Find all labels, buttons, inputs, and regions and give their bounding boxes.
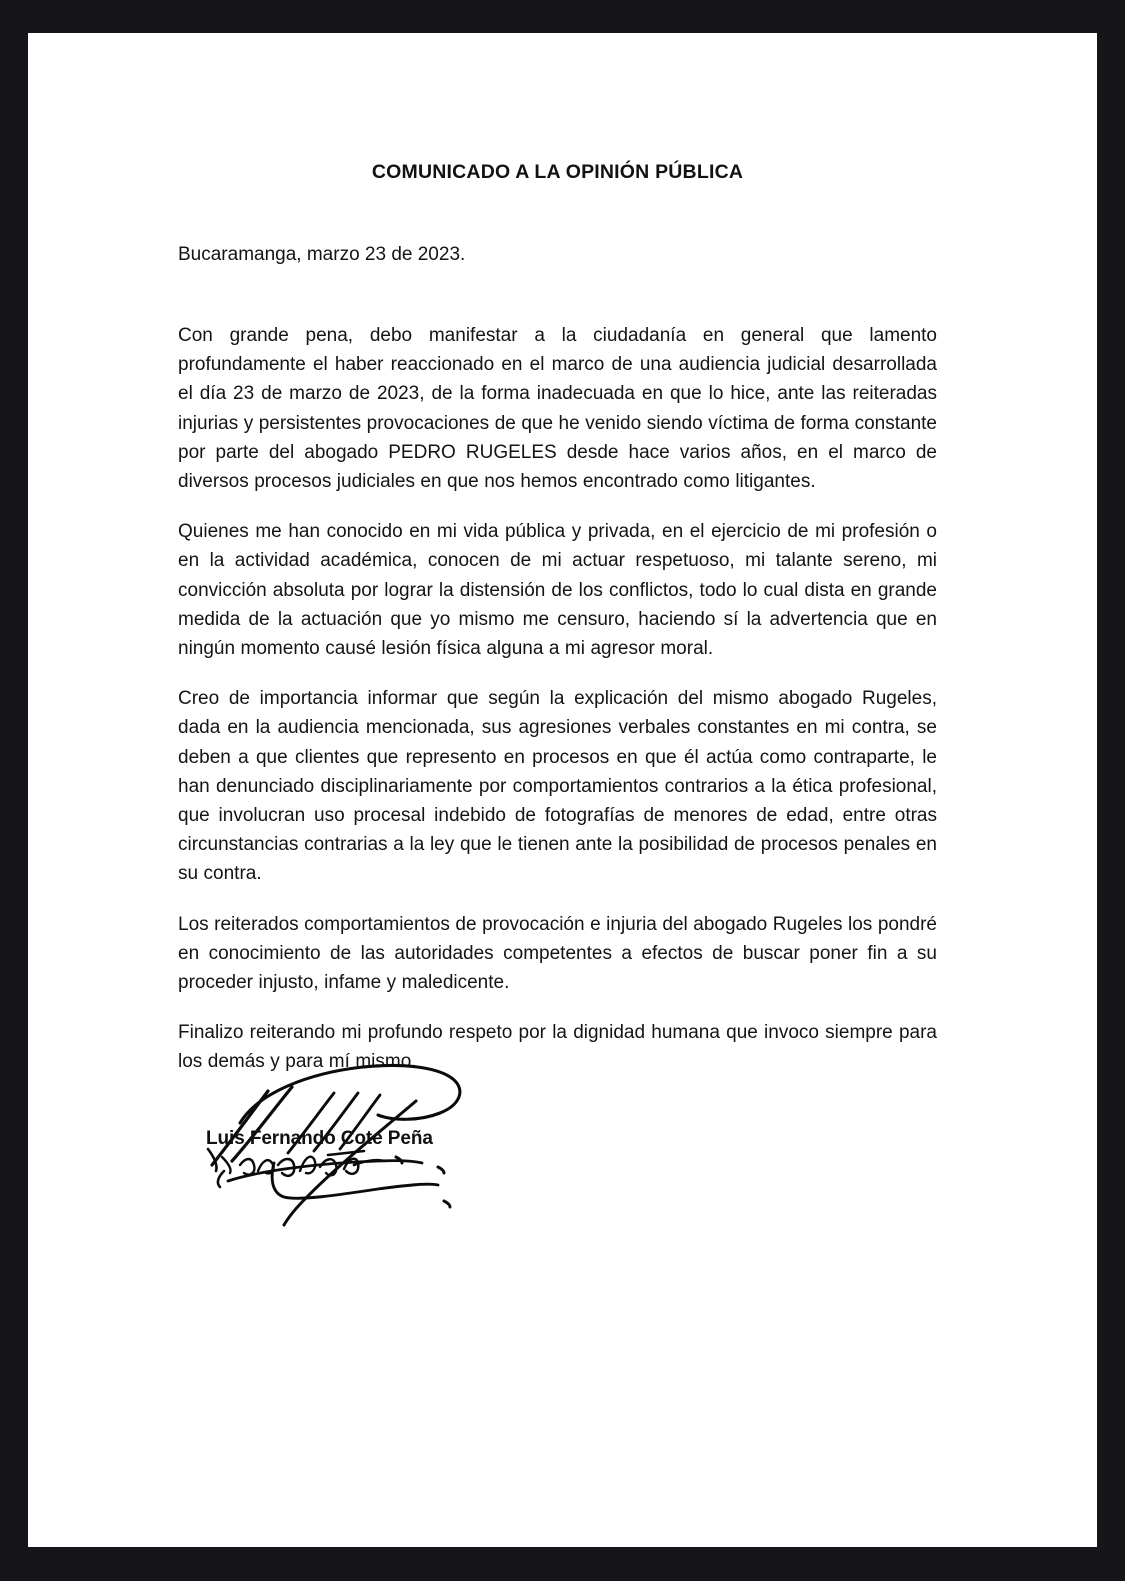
document-page <box>28 33 1097 1547</box>
body-paragraph: Quienes me han conocido en mi vida pública y privada, en el ejercicio de mi profesión o en la actividad académica, conocen de mi actuar respetuoso, mi talante sereno, mi convicción absoluta por lograr la distensión de los conflictos, todo lo cual dista en grande medida de la actuación que yo mismo me censuro, haciendo sí la advertencia que en ningún momento causé lesión física alguna a mi agresor moral. <box>178 521 937 660</box>
page-title: COMUNICADO A LA OPINIÓN PÚBLICA <box>371 161 744 183</box>
dateline: Bucaramanga, marzo 23 de 2023. <box>178 244 466 265</box>
document-content-column <box>178 33 937 1547</box>
body-paragraph: Los reiterados comportamientos de provocación e injuria del abogado Rugeles los pondré en conocimiento de las autoridades competentes a efectos de buscar poner fin a su proceder injusto, infame y maledicente. <box>178 913 937 994</box>
signature-block <box>188 1053 618 1238</box>
signer-name: Luis Fernando Cote Peña <box>206 1128 433 1149</box>
body-paragraph: Finalizo reiterando mi profundo respeto por la dignidad humana que invoco siempre para los demás y para mí mismo. <box>178 1022 937 1073</box>
body-paragraph: Creo de importancia informar que según la explicación del mismo abogado Rugeles, dada en la audiencia mencionada, sus agresiones verbales constantes en mi contra, se deben a que clientes que represento en procesos en que él actúa como contraparte, le han denunciado disciplinariamente por comportamientos contrarios a la ética profesional, que involucran uso procesal indebido de fotografías de menores de edad, entre otras circunstancias contrarias a la ley que le tienen ante la posibilidad de procesos penales en su contra. <box>178 688 937 885</box>
document-body <box>178 321 937 1077</box>
body-paragraph: Con grande pena, debo manifestar a la ciudadanía en general que lamento profundamente el haber reaccionado en el marco de una audiencia judicial desarrollada el día 23 de marzo de 2023, de la forma inadecuada en que lo hice, ante las reiteradas injurias y persistentes provocaciones de que he venido siendo víctima de forma constante por parte del abogado PEDRO RUGELES desde hace varios años, en el marco de diversos procesos judiciales en que nos hemos encontrado como litigantes. <box>178 325 937 493</box>
